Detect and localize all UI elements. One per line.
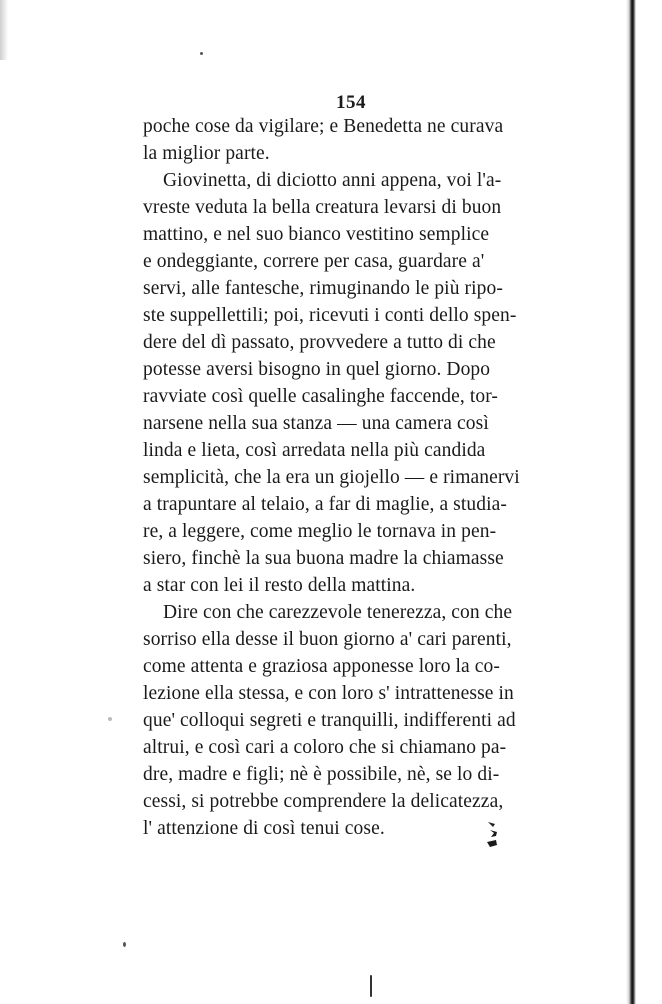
text-line: potesse aversi bisogno in quel giorno. Dopo [143, 359, 491, 380]
text-line: semplicità, che la era un giojello — e rimanervi [143, 467, 520, 488]
text-line: altrui, e così cari a coloro che si chiamano pa- [143, 737, 507, 758]
page-edge-left [0, 0, 8, 60]
text-line: mattino, e nel suo bianco vestitino semplice [143, 224, 490, 245]
text-line: sorriso ella desse il buon giorno a' cari parenti, [143, 629, 512, 650]
text-line: vreste veduta la bella creatura levarsi di buon [143, 197, 502, 218]
paragraph-start-line: Giovinetta, di diciotto anni appena, voi l'a- [163, 170, 502, 191]
paper-spot [123, 942, 126, 947]
paper-spot [200, 52, 203, 55]
text-line: la miglior parte. [143, 143, 270, 164]
text-line: narsene nella sua stanza — una camera così [143, 413, 489, 434]
text-line: e ondeggiante, correre per casa, guardare a' [143, 251, 485, 272]
text-line: dre, madre e figli; nè è possibile, nè, se lo di- [143, 764, 500, 785]
text-line: l' attenzione di così tenui cose. [143, 818, 385, 839]
text-line: cessi, si potrebbe comprendere la delicatezza, [143, 791, 504, 812]
text-line: linda e lieta, così arredata nella più candida [143, 440, 486, 461]
paragraph-start-line: Dire con che carezzevole tenerezza, con che [163, 602, 513, 623]
text-line: re, a leggere, come meglio le tornava in pen- [143, 521, 497, 542]
body-text [143, 113, 556, 842]
text-line: come attenta e graziosa apponesse loro la co- [143, 656, 500, 677]
paper-spot [108, 717, 112, 721]
text-line: que' colloqui segreti e tranquilli, indifferenti ad [143, 710, 516, 731]
page-edge-right [626, 0, 636, 1004]
text-line: siero, finchè la sua buona madre la chiamasse [143, 548, 504, 569]
text-line: a trapuntare al telaio, a far di maglie, a studia- [143, 494, 507, 515]
text-line: dere del dì passato, provvedere a tutto di che [143, 332, 496, 353]
paper-spot [370, 975, 372, 997]
text-line: ravviate così quelle casalinghe faccende, tor- [143, 386, 499, 407]
text-line: ste suppellettili; poi, ricevuti i conti dello spen- [143, 305, 517, 326]
text-line: a star con lei il resto della mattina. [143, 575, 416, 596]
ink-blot-icon [484, 820, 500, 850]
ink-blot-mark [484, 820, 500, 850]
text-line: servi, alle fantesche, rimuginando le più ripo- [143, 278, 503, 299]
text-line: lezione ella stessa, e con loro s' intrattenesse in [143, 683, 514, 704]
page-number: 154 [336, 92, 366, 113]
text-line: poche cose da vigilare; e Benedetta ne curava [143, 116, 504, 137]
